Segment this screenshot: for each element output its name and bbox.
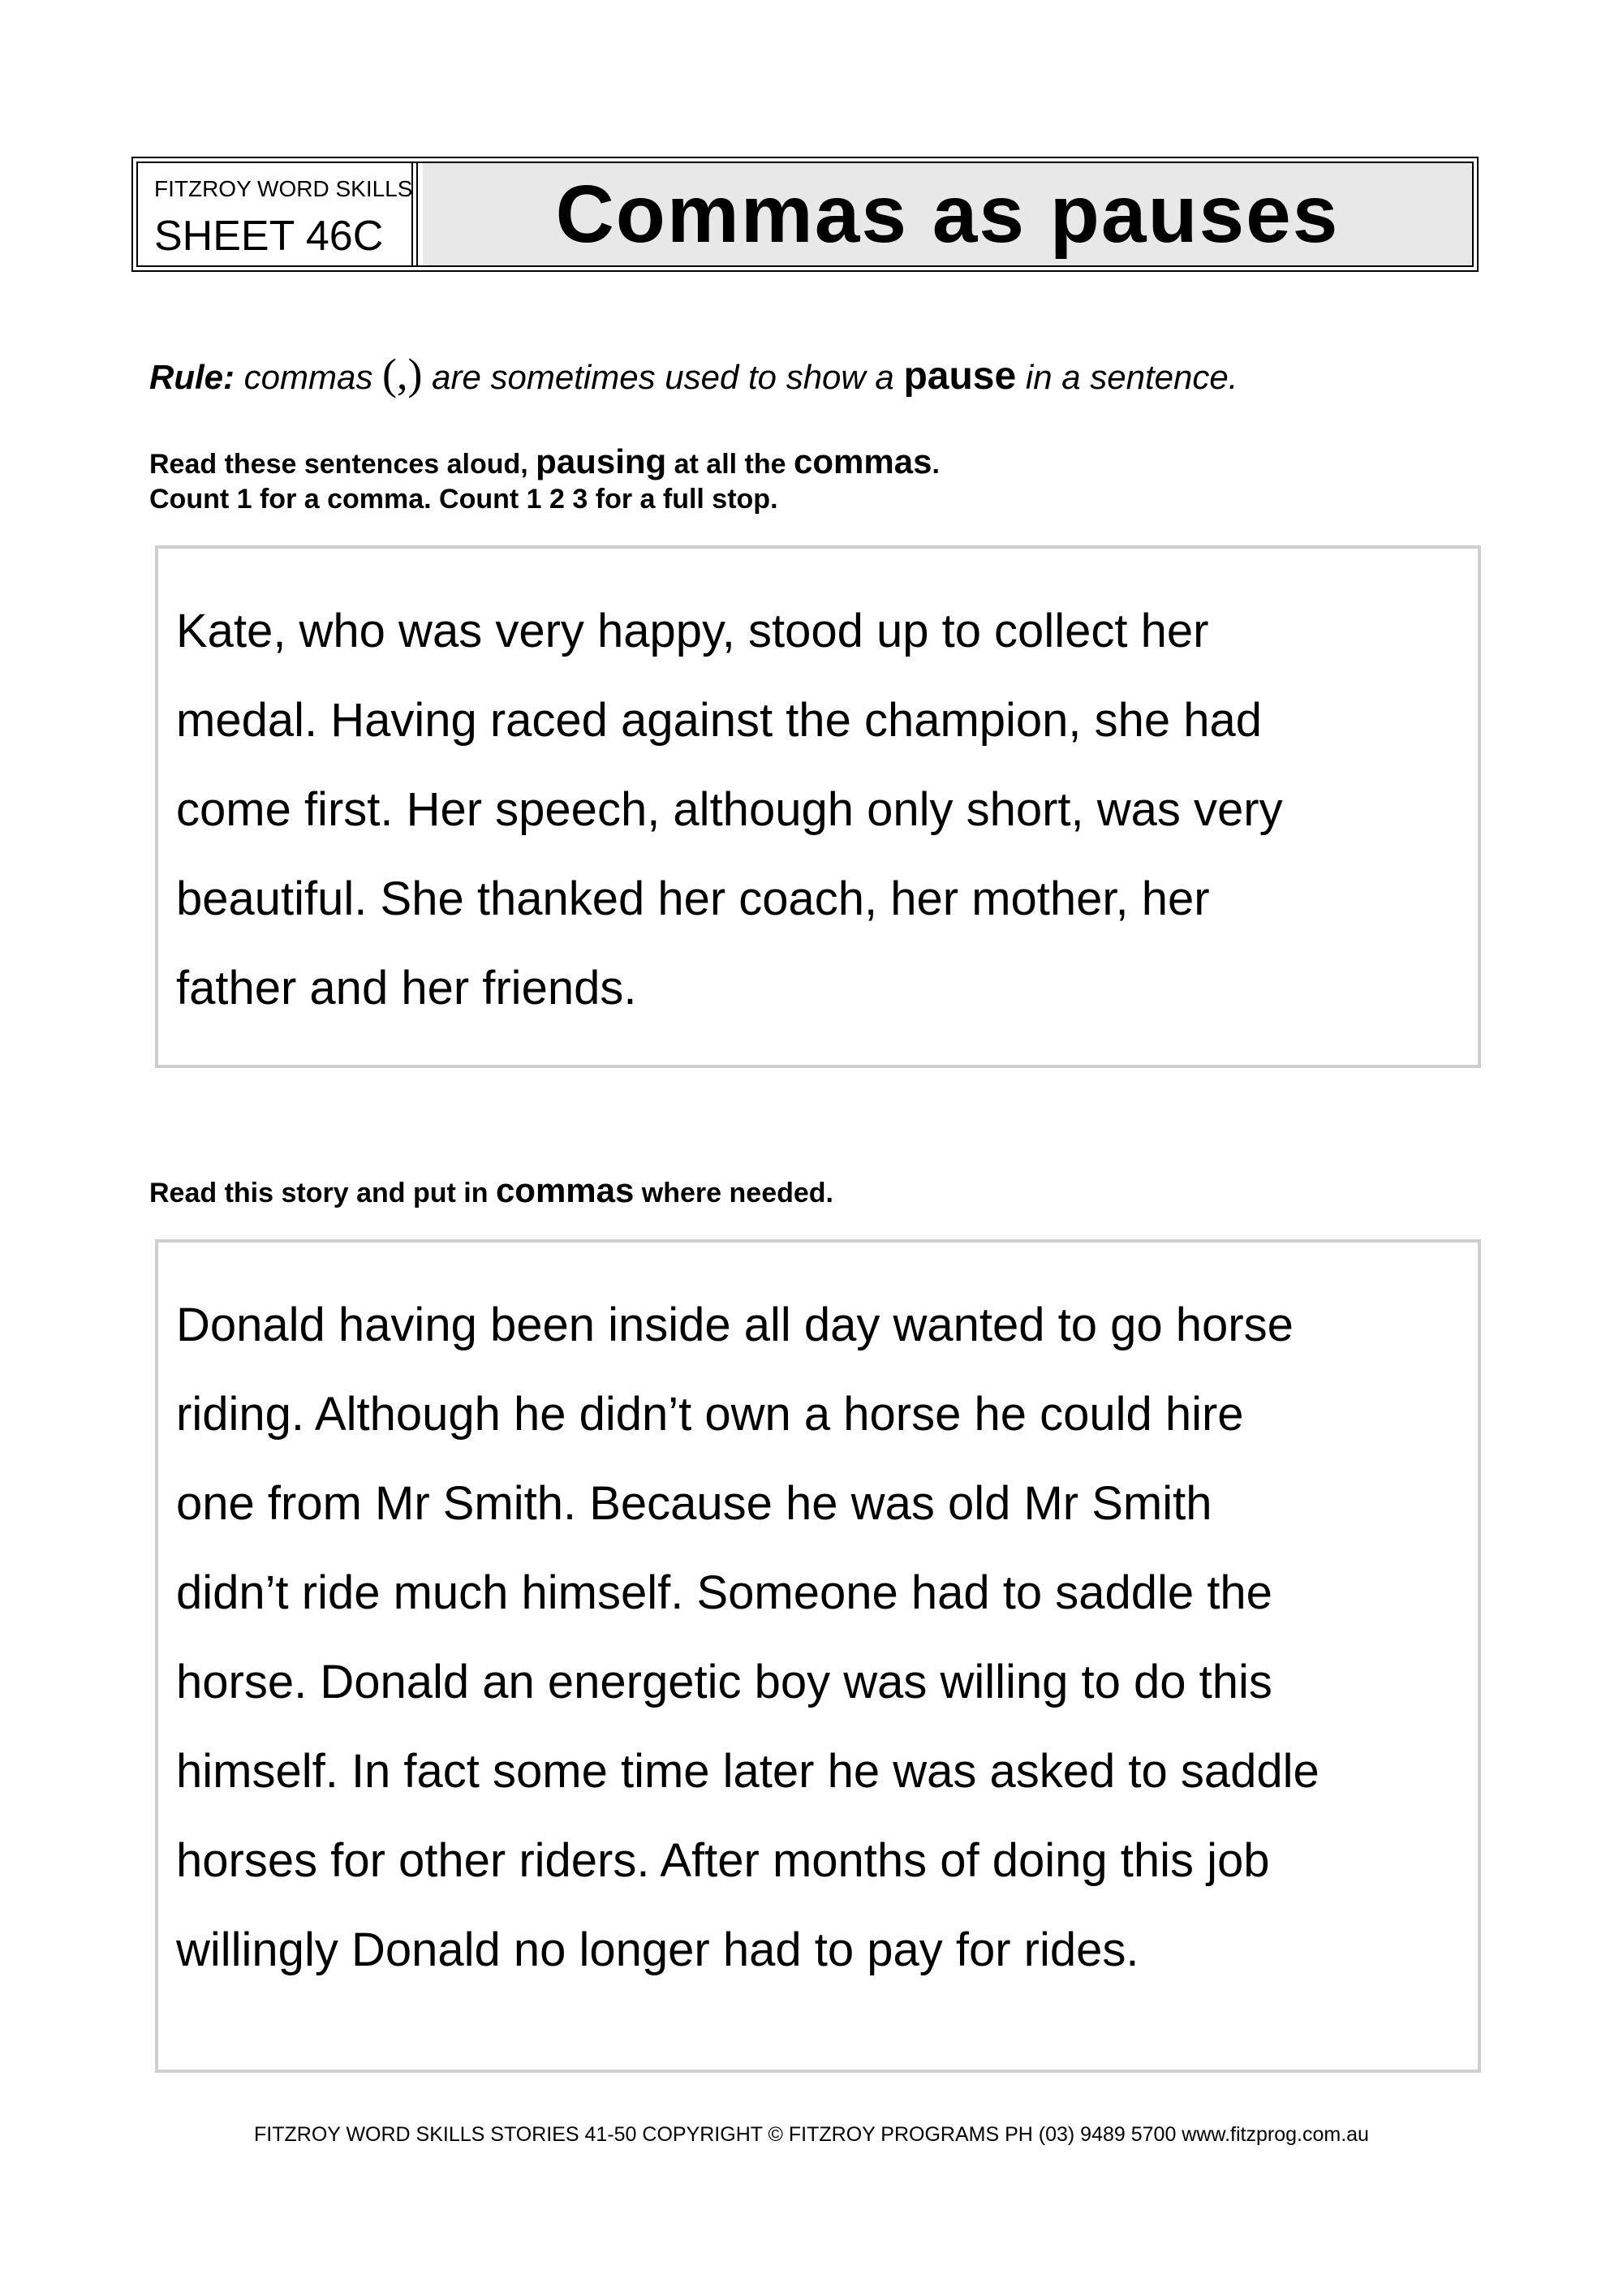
instruction-text: . — [932, 449, 940, 480]
passage-line: himself. In fact some time later he was asked to saddle — [176, 1745, 1319, 1798]
title-panel — [423, 163, 1472, 265]
instruction-keyword-pausing: pausing — [536, 442, 667, 480]
instruction-text: at all the — [666, 449, 794, 480]
rule-text-before: commas — [235, 358, 383, 396]
sheet-id-panel — [138, 163, 418, 265]
passage-line: come first. Her speech, although only short, was very — [176, 783, 1283, 836]
passage-line: willingly Donald no longer had to pay for rides. — [176, 1923, 1139, 1976]
passage-line: one from Mr Smith. Because he was old Mr Smith — [176, 1477, 1212, 1530]
series-label: FITZROY WORD SKILLS — [154, 176, 413, 201]
passage-line: horse. Donald an energetic boy was willing to do this — [176, 1656, 1272, 1708]
copyright-footer: FITZROY WORD SKILLS STORIES 41-50 COPYRIGHT © FITZROY PROGRAMS PH (03) 9489 5700 www.fitzprog.com.au — [254, 2123, 1369, 2146]
worksheet-header — [131, 157, 1479, 272]
rule-text-after: in a sentence. — [1016, 358, 1238, 396]
rule-label: Rule: — [149, 358, 235, 396]
instruction-count: Count 1 for a comma. Count 1 2 3 for a full stop. — [149, 484, 778, 515]
passage-line: beautiful. She thanked her coach, her mother, her — [176, 872, 1210, 925]
instruction-text: Read these sentences aloud, — [149, 449, 536, 480]
comma-symbol: (,) — [382, 350, 423, 398]
instruction-read-aloud — [149, 442, 940, 481]
passage-line: Kate, who was very happy, stood up to collect her — [176, 605, 1209, 657]
instruction-put-commas — [149, 1171, 833, 1210]
example-passage-box — [155, 545, 1481, 1068]
passage-line: didn’t ride much himself. Someone had to saddle the — [176, 1566, 1272, 1619]
sheet-number: SHEET 46C — [154, 213, 384, 260]
passage-line: father and her friends. — [176, 962, 637, 1014]
passage-line: medal. Having raced against the champion, she had — [176, 694, 1263, 747]
header-frame — [136, 162, 1474, 267]
passage-line: Donald having been inside all day wanted to go horse — [176, 1299, 1294, 1351]
instruction-keyword-commas: commas — [794, 442, 932, 480]
rule-text-middle: are sometimes used to show a — [422, 358, 904, 396]
rule-statement — [149, 349, 1238, 399]
page-title: Commas as pauses — [555, 168, 1340, 260]
exercise-passage-box — [155, 1239, 1481, 2073]
rule-emphasis: pause — [903, 355, 1017, 398]
instruction-keyword-commas: commas — [495, 1171, 635, 1209]
instruction-text: where needed. — [634, 1178, 833, 1208]
passage-line: riding. Although he didn’t own a horse he could hire — [176, 1388, 1244, 1441]
instruction-text: Read this story and put in — [149, 1178, 496, 1208]
passage-line: horses for other riders. After months of doing this job — [176, 1834, 1270, 1887]
